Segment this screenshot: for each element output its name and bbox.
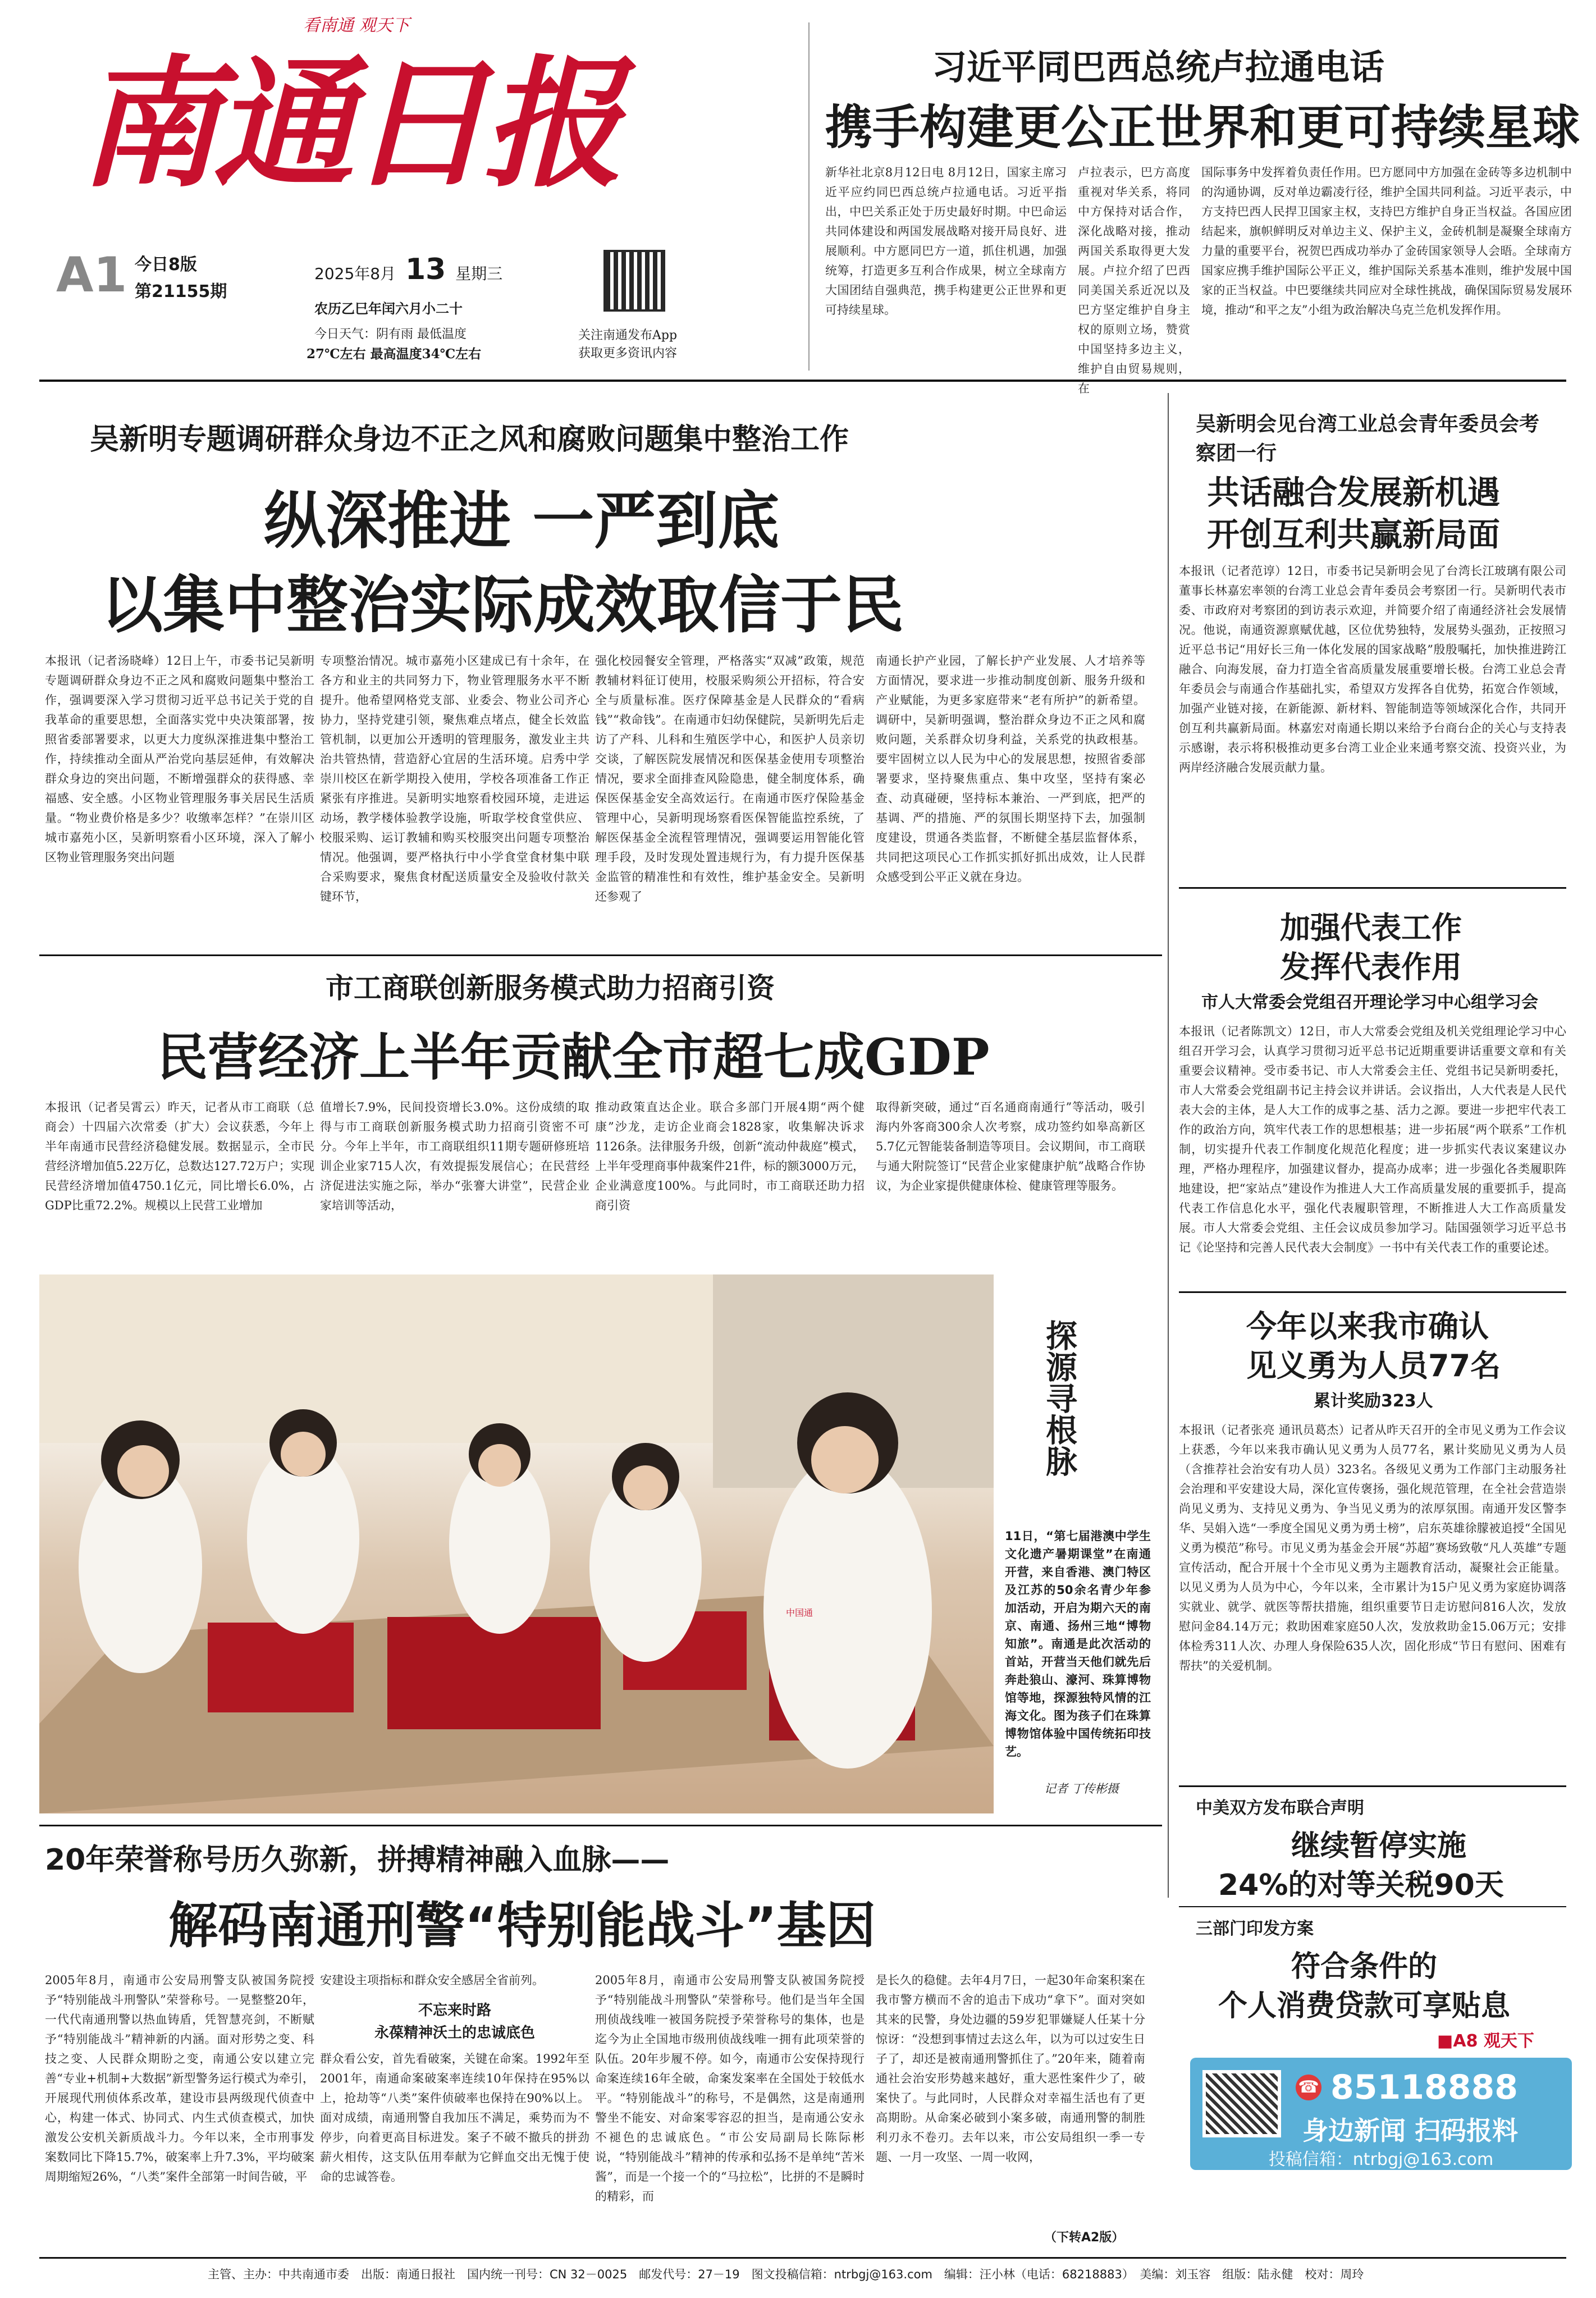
- wu-col3: 强化校园餐安全管理，严格落实“双减”政策，规范教辅材料征订使用，校服采购须公开招标，符合安全与质量标准。医疗保障基金是人民群众的“看病钱”“救命钱”。在南通市妇幼保健院，吴新明先后走访了产科、儿科和生殖医学中心，和医护人员亲切交谈，了解医院发展情况和医保基金使用专项整治情况，要求全面排查风险隐患，健全制度体系，确保医保基金安全高效运行。在南通市医疗保险基金管理中心，吴新明现场察看医保智能监控系统，了解医保基金全流程管理情况，强调要运用智能化管理手段，及时发现处置违规行为，有力提升医保基金监管的精准性和有效性，维护基金安全。吴新明还参观了: [595, 654, 865, 903]
- weekday: 星期三: [455, 264, 503, 283]
- side-rule-1: [1179, 887, 1566, 889]
- police-headline: 解码南通刑警“特别能战斗”基因: [168, 1897, 876, 1954]
- photo-badge: 中国通: [786, 1607, 813, 1618]
- side1-kicker: 吴新明会见台湾工业总会青年委员会考察团一行: [1196, 413, 1540, 465]
- side-rule-2: [1179, 1291, 1566, 1293]
- wu-headline-2: 以集中整治实际成效取信于民: [101, 569, 904, 641]
- section-rule-1: [39, 954, 1162, 956]
- police-subtitle-2: 永葆精神沃土的忠诚底色: [374, 2025, 535, 2041]
- date-line: [314, 253, 502, 286]
- lunar-date: 农历乙巳年闰六月小二十: [314, 301, 463, 317]
- side4-headline-2: 24%的对等关税90天: [1218, 1868, 1504, 1902]
- side1-headline-1: 共话融合发展新机遇: [1207, 473, 1501, 511]
- side-rule-4: [1179, 1906, 1566, 1907]
- police-jump[interactable]: （下转A2版）: [1044, 2231, 1124, 2245]
- masthead-slogan: 看南通 观天下: [303, 16, 410, 35]
- side1-headline-2: 开创互利共赢新局面: [1207, 515, 1501, 554]
- side-rule-3: [1179, 1785, 1566, 1787]
- photo-scene: [39, 1274, 994, 1813]
- lead-col1: 新华社北京8月12日电 8月12日，国家主席习近平应约同巴西总统卢拉通电话。习近平指出，中巴关系正处于历史最好时期。中巴命运共同体建设和两国发展战略对接开局良好、进展顺利。中方愿同巴方一道，抓住机遇，加强统筹，打造更多互利合作成果，树立全球南方大国团结自强典范，携手构建更公正世界和更可持续星球。: [825, 166, 1067, 317]
- side5-headline-2: 个人消费贷款可享贴息: [1218, 1989, 1511, 2023]
- lead-col3: 国际事务中发挥着负责任作用。巴方愿同中方加强在金砖等多边机制中的沟通协调，反对单边霸凌行径，维护全国共同利益。习近平表示，中方支持巴西人民捍卫国家主权，支持巴方维护自身正当权益。各国应团结起来，旗帜鲜明反对单边主义、保护主义，金砖机制是凝聚全球南方力量的重要平台，祝贺巴西成功举办了金砖国家领导人会晤。全球南方国家应携手维护国际公平正义，维护国际关系基本准则，维护发展中国家的正当权益。中巴要继续共同应对全球性挑战，确保国际贸易发展环境，推动“和平之友”小组为政治解决乌克兰危机发挥作用。: [1201, 166, 1572, 317]
- wu-kicker: 吴新明专题调研群众身边不正之风和腐败问题集中整治工作: [90, 423, 849, 456]
- gsl-kicker: 市工商联创新服务模式助力招商引资: [326, 972, 775, 1004]
- section-rule-2: [39, 1825, 1162, 1826]
- photo-vertical-title: 探源寻根脉: [1041, 1319, 1077, 1477]
- hotline-label: 身边新闻 扫码报料: [1302, 2116, 1519, 2146]
- police-col1: 2005年8月，南通市公安局刑警支队被国务院授予“特别能战斗刑警队”荣誉称号。一晃整整20年，一代代南通刑警以热血铸盾，凭智慧亮剑，不断赋予“特别能战斗”精神新的内涵。面对形势之变、科技之变、人民群众期盼之变，南通公安以建立完善“专业+机制+大数据”新型警务运行模式为牵引，开展现代刑侦体系改革，建设市县两级现代侦查中心，构建一体式、协同式、内生式侦查模式，加快激发公安机关新质战斗力。今年以来，全市刑事发案数同比下降15.7%，破案率上升7.3%，平均破案周期缩短26%，“八类”案件全部第一时间告破，平: [45, 1973, 314, 2183]
- side2-headline-2: 发挥代表作用: [1280, 949, 1462, 985]
- lead-kicker: 习近平同巴西总统卢拉通电话: [932, 47, 1385, 88]
- app-line2: 获取更多资讯内容: [578, 346, 678, 360]
- side5-jump[interactable]: ■A8 观天下: [1437, 2031, 1534, 2051]
- lead-col2: 卢拉表示，巴方高度重视对华关系，将同中方保持对话合作，深化战略对接，推动两国关系取得更大发展。卢拉介绍了巴西同美国关系近况以及巴方坚定维护自身主权的原则立场，赞赏中国坚持多边主义，维护自由贸易规则，在: [1078, 166, 1190, 395]
- gsl-headline: 民营经济上半年贡献全市超七成GDP: [157, 1027, 990, 1087]
- photo-credit: 记者 丁传彬摄: [1044, 1782, 1119, 1796]
- side5-headline-1: 符合条件的: [1291, 1950, 1438, 1984]
- side2-headline-1: 加强代表工作: [1280, 910, 1462, 945]
- lead-headline: 携手构建更公正世界和更可持续星球: [825, 100, 1580, 155]
- side4-kicker: 中美双方发布联合声明: [1196, 1798, 1364, 1818]
- side2-body: 本报讯（记者陈凯文）12日，市人大常委会党组及机关党组理论学习中心组召开学习会，认真学习贯彻习近平总书记近期重要讲话重要文章和有关重要会议精神。受市委书记、市人大常委会主任、党组书记吴新明委托，市人大常委会党组副书记主持会议并讲话。会议指出，人大代表是人民代表大会的主体，是人大工作的成事之基、活力之源。要进一步把牢代表工作的政治方向，筑牢代表工作的思想根基；进一步拓展“两个联系”工作机制，切实提升代表工作制度化规范化程度；进一步抓实代表议案建议办理，严格办理程序，加强建议督办，提高办成率；进一步强化各类履职阵地建设，把“家站点”建设作为推进人大工作高质量发展的重要抓手，提高代表工作信息化水平，强化代表履职管理，不断推进人大工作高质量发展。市人大常委会党组、主任会议成员参加学习。陆国强领学习近平总书记《论坚持和完善人民代表大会制度》一书中有关代表工作的重要论述。: [1179, 1025, 1566, 1254]
- top-rule: [39, 380, 1566, 382]
- side3-headline-2: 见义勇为人员77名: [1246, 1348, 1501, 1383]
- weather-line: 今日天气：阴有雨 最低温度: [314, 327, 467, 341]
- weather-temps: 27℃左右 最高温度34℃左右: [307, 346, 482, 362]
- side4-headline-1: 继续暂停实施: [1291, 1829, 1467, 1863]
- side3-subhead: 累计奖励323人: [1314, 1391, 1433, 1411]
- gsl-col2: 值增长7.9%，民间投资增长3.0%。这份成绩的取得与市工商联创新服务模式助力招商引资密不可分。今年上半年，市工商联组织11期专题研修班培训企业家715人次，有效提振发展信心；在民营经济促进法实施之际，举办“张謇大讲堂”，民营企业家培训等活动，: [320, 1100, 589, 1212]
- gsl-col3: 推动政策直达企业。联合多部门开展4期“两个健康”沙龙，走访企业商会1828家，收集解决诉求1126条。法律服务升级，创新“流动仲裁庭”模式，上半年受理商事仲裁案件21件，标的额3000万元，企业满意度100%。与此同时，市工商联还助力招商引资: [595, 1100, 865, 1212]
- side5-kicker: 三部门印发方案: [1196, 1919, 1314, 1939]
- police-col3: 2005年8月，南通市公安局刑警支队被国务院授予“特别能战斗刑警队”荣誉称号。他们是当年全国刑侦战线唯一被国务院授予荣誉称号的集体，也是迄今为止全国地市级刑侦战线唯一拥有此项荣誉的队伍。20年步履不停。如今，南通市公安保持现行命案连续16年全破，命案发案率在全国处于较低水平。“特别能战斗”的称号，不是偶然，这是南通刑警坐不能安、对命案零容忍的担当，是南通公安永不褪色的忠诚底色。“市公安局副局长陈际彬说，“特别能战斗”精神的传承和弘扬不是单纯“苦米酱”，而是一个接一个的“马拉松”，比拼的不是瞬时的精彩，而: [595, 1973, 865, 2203]
- page-code: A1: [56, 247, 127, 303]
- app-qr-code[interactable]: [603, 250, 665, 312]
- issue-label: 第21155期: [135, 282, 227, 301]
- hotline-phone-icon: ☎: [1296, 2075, 1321, 2100]
- wu-col4: 南通长护产业园，了解长护产业发展、人才培养等方面情况，要求进一步推动制度创新、服务升级和产业赋能，为更多家庭带来“老有所护”的新希望。调研中，吴新明强调，整治群众身边不正之风和腐败问题，关系群众切身利益，关系党的执政根基。要牢固树立以人民为中心的发展思想，按照省委部署要求，坚持聚焦重点、集中攻坚，坚持有案必查、动真碰硬，坚持标本兼治、一严到底，把严的基调、严的措施、严的氛围长期坚持下去，加强制度建设，贯通各类监督，不断健全基层监督体系，共同把这项民心工作抓实抓好抓出成效，让人民群众感受到公平正义就在身边。: [876, 654, 1145, 884]
- masthead-divider: [808, 22, 810, 371]
- right-column-divider: [1168, 393, 1169, 1898]
- gsl-col4: 取得新突破，通过“百名通商南通行”等活动，吸引海内外客商300余人次考察，成功签约如皋高新区5.7亿元智能装备制造等项目。会议期间，市工商联与通大附院签订“民营企业家健康护航”战略合作协议，为企业家提供健康体检、健康管理等服务。: [876, 1100, 1145, 1193]
- wu-headline-1: 纵深推进 一严到底: [264, 485, 780, 557]
- hotline-banner[interactable]: [1190, 2058, 1572, 2170]
- police-kicker: 20年荣誉称号历久弥新，拼搏精神融入血脉——: [45, 1843, 670, 1877]
- hotline-number: 85118888: [1330, 2068, 1518, 2107]
- side3-headline-1: 今年以来我市确认: [1246, 1309, 1489, 1344]
- photo-caption: 11日，“第七届港澳中学生文化遗产暑期课堂”在南通开营，来自香港、澳门特区及江苏的50余名青少年参加活动，开启为期六天的南京、南通、扬州三地“博物知旅”。南通是此次活动的首站，开营当天他们就先后奔赴狼山、濠河、珠算博物馆等地，探源独特风情的江海文化。图为孩子们在珠算博物馆体验中国传统拓印技艺。: [1005, 1529, 1151, 1758]
- date-month: 2025年8月: [314, 264, 396, 283]
- date-day: 13: [405, 253, 446, 286]
- masthead-logo: 南通日报: [79, 41, 618, 206]
- side3-body: 本报讯（记者张亮 通讯员葛杰）记者从昨天召开的全市见义勇为工作会议上获悉，今年以来我市确认见义勇为人员77名，累计奖励见义勇为人员（含推荐社会治安有功人员）323名。各级见义勇为工作部门主动服务社会治理和平安建设大局，深化宣传褒扬，强化规范管理，在全社会营造崇尚见义勇为、支持见义勇为、争当见义勇为的浓厚氛围。南通开发区警李华、吴娟入选“一季度全国见义勇为勇士榜”，启东英雄徐朦被追授“全国见义勇为模范”称号。市见义勇为基金会开展“苏超”赛场致敬“凡人英雄”专题宣传活动，配合开展十个全市见义勇为主题教育活动，凝聚社会正能量。以见义勇为人员为中心，今年以来，全市累计为15户见义勇为家庭协调落实就业、就学、就医等帮扶措施，组织重要节日走访慰问816人次，发放慰问金84.14万元；救助困难家庭50人次，发放救助金15.06万元；安排体检秀311人次、办理人身保险635人次，固化形成“节日有慰问、困难有帮扶”的关爱机制。: [1179, 1423, 1566, 1673]
- police-col2b: 群众看公安，首先看破案，关键在命案。1992年至2001年，南通命案破案率连续10年保持在95%以上，抢劫等“八类”案件侦破率也保持在90%以上。面对成绩，南通刑警自我加压不满足，乘势而为不停步，向着更高目标进发。案子不破不撤兵的拼劲薪火相传，这支队伍用奉献为它鲜血交出无愧于使命的忠诚答卷。: [320, 2052, 589, 2183]
- pages-label: 今日8版: [135, 255, 197, 275]
- footer-rule: [39, 2257, 1566, 2259]
- police-col2: 安建设主项指标和群众安全感居全省前列。: [320, 1973, 544, 1987]
- hotline-email: 投稿信箱：ntrbgj@163.com: [1268, 2150, 1494, 2169]
- police-subtitle-1: 不忘来时路: [418, 2002, 491, 2019]
- news-photo[interactable]: [39, 1274, 994, 1813]
- side1-body: 本报讯（记者范谆）12日，市委书记吴新明会见了台湾长江玻璃有限公司董事长林嘉宏率领的台湾工业总会青年委员会考察团一行。吴新明代表市委、市政府对考察团的到访表示欢迎，并简要介绍了南通经济社会发展情况。他说，南通资源禀赋优越，区位优势独特，发展势头强劲，正按照习近平总书记“用好长三角一体化发展的国家战略”殷殷嘱托，加快推进跨江融合、向海发展，奋力打造全省高质量发展重要增长极。台湾工业总会青年委员会与南通合作基础扎实，希望双方发挥各自优势，拓宽合作领域，加强产业链对接，在新能源、新材料、智能制造等领域深化合作，共同开创互利共赢新局面。林嘉宏对南通长期以来给予台商台企的关心与支持表示感谢，表示将积极推动更多台湾工业企业来通考察交流、投资兴业，为两岸经济融合发展贡献力量。: [1179, 564, 1566, 774]
- police-col4: 是长久的稳健。去年4月7日，一起30年命案积案在我市警方横而不舍的追击下成功“拿下”。面对突如其来的民警，身处边疆的59岁犯罪嫌疑人任某十分惊讶：“没想到事情过去这么年，以为可以过安生日子了，却还是被南通刑警抓住了。”20年来，随着南通社会治安形势越来越好，重大恶性案件少了，破案快了。与此同时，人民群众对幸福生活也有了更高期盼。从命案必破到小案多破，南通刑警的制胜利刃永不卷刃。去年以来，市公安局组织一季一专题、一月一攻坚、一周一收网，: [876, 1973, 1145, 2164]
- hotline-qr-code[interactable]: [1202, 2070, 1281, 2137]
- wu-col1: 本报讯（记者汤晓峰）12日上午，市委书记吴新明专题调研群众身边不正之风和腐败问题集中整治工作，强调要深入学习贯彻习近平总书记关于党的自我革命的重要思想，全面落实党中央决策部署，按照省委部署要求，以更大力度纵深推进集中整治工作，持续推动全面从严治党向基层延伸，有效解决群众身边的突出问题，不断增强群众的获得感、幸福感、安全感。小区物业管理服务事关居民生活质量。“物业费价格是多少？收缴率怎样？”在崇川区城市嘉苑小区，吴新明察看小区环境，深入了解小区物业管理服务突出问题: [45, 654, 314, 864]
- footer-text: 主管、主办：中共南通市委 出版：南通日报社 国内统一刊号：CN 32－0025 邮发代号：27－19 图文投稿信箱：ntrbgj@163.com 编辑：汪小林（电话：68218883） 美编：刘玉容 组版：陆永健 校对：周玲: [208, 2268, 1364, 2281]
- side2-subhead: 市人大常委会党组召开理论学习中心组学习会: [1201, 993, 1538, 1012]
- gsl-col1: 本报讯（记者吴霄云）昨天，记者从市工商联（总商会）十四届六次常委（扩大）会议获悉，今年上半年南通市民营经济稳健发展。数据显示，全市民营经济增加值5.22万亿，总数达127.72万户；实现民营经济增加值4750.1亿元，同比增长6.0%，占GDP比重72.2%。规模以上民营工业增加: [45, 1100, 314, 1212]
- app-line1: 关注南通发布App: [578, 328, 678, 342]
- wu-col2: 专项整治情况。城市嘉苑小区建成已有十余年，在各方和业主的共同努力下，物业管理服务水平不断提升。他希望网格党支部、业委会、物业公司齐心协力，坚持党建引领，聚焦难点堵点，健全长效监管机制，以更加公开透明的管理服务，激发业主共治共管热情，营造舒心宜居的生活环境。启秀中学崇川校区在新学期投入使用，学校各项准备工作正紧张有序推进。吴新明实地察看校园环境，走进运动场，教学楼体验教学设施，听取学校食堂供应、校服采购、运订教辅和购买校服突出问题专项整治情况。他强调，要严格执行中小学食堂食材集中联合采购要求，聚焦食材配送质量安全及验收付款关键环节，: [320, 654, 589, 903]
